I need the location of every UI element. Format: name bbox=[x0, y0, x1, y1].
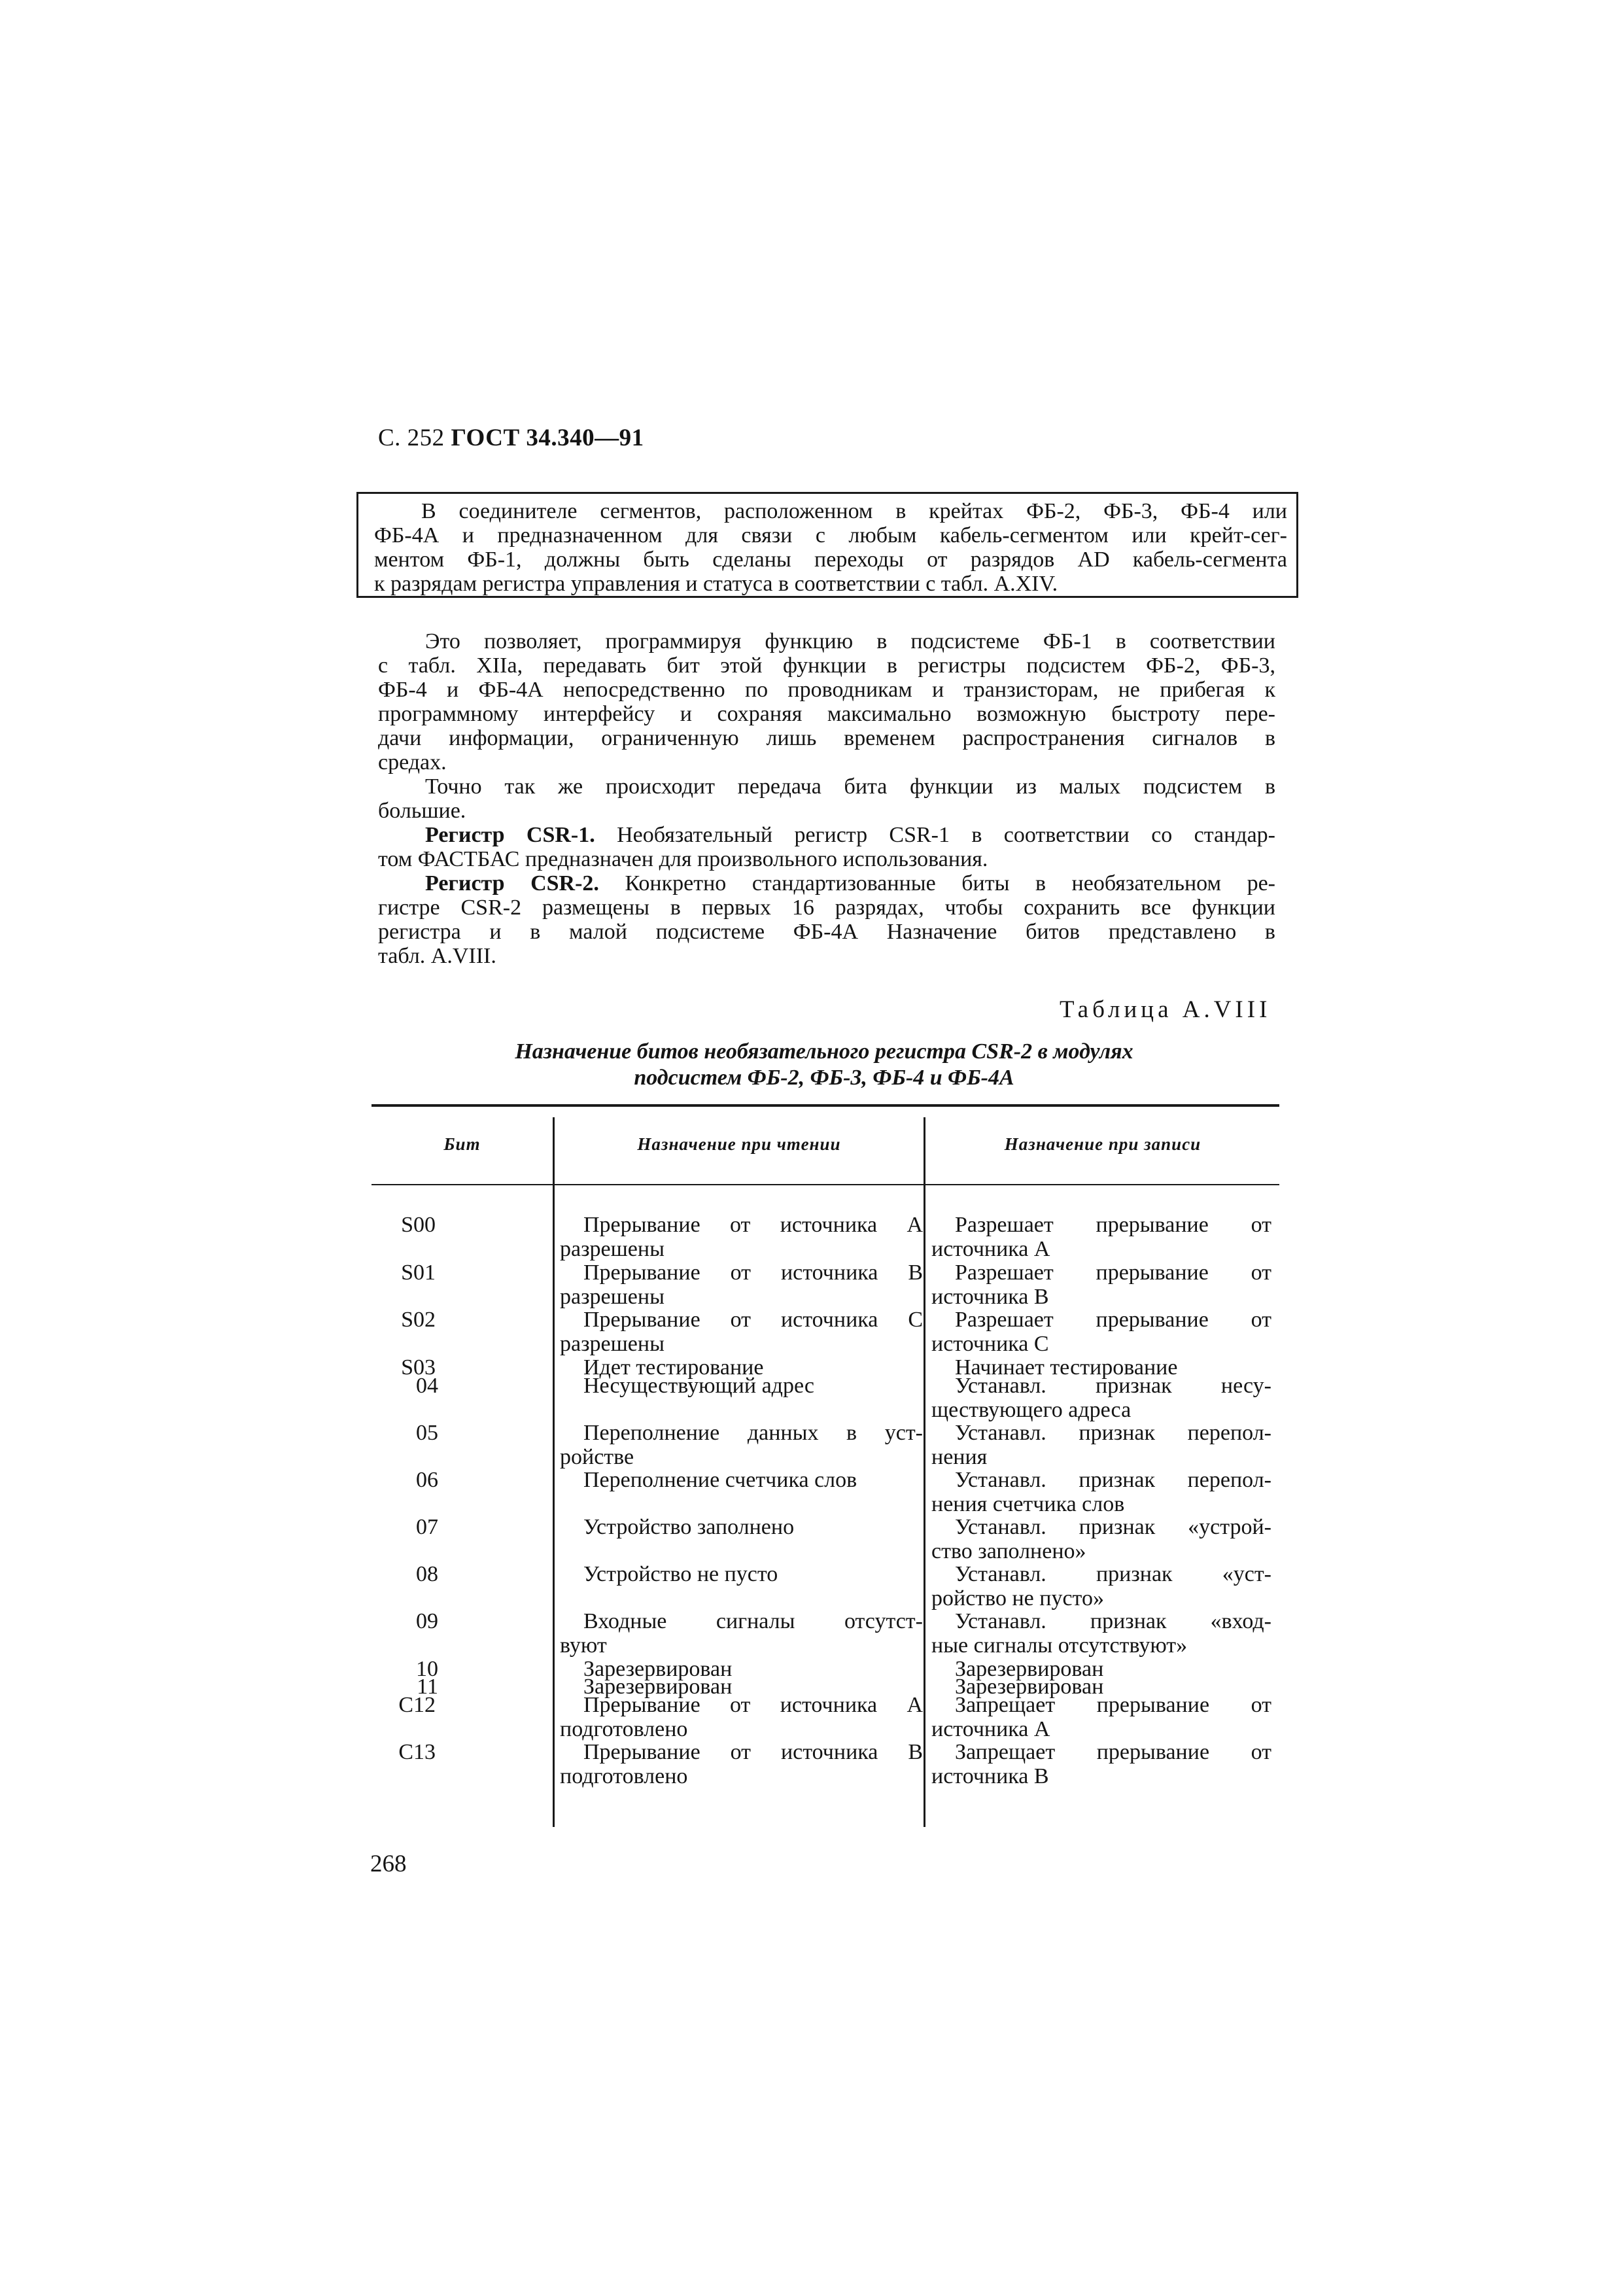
boxed-note-line: ментом ФБ-1, должны быть сделаны переходы от разрядов AD кабель-сегмента bbox=[374, 548, 1287, 572]
boxed-note bbox=[356, 492, 1298, 598]
write-line: Устанавл. признак «вход- bbox=[955, 1609, 1271, 1633]
bit-cell: S02 bbox=[401, 1308, 436, 1332]
write-line: ществующего адреса bbox=[931, 1398, 1132, 1422]
text-line: гистре CSR-2 размещены в первых 16 разрядах, чтобы сохранить все функции bbox=[378, 896, 1275, 920]
read-line: Прерывание от источника С bbox=[583, 1308, 923, 1332]
write-line: источника В bbox=[931, 1285, 1049, 1309]
boxed-note-line: к разрядам регистра управления и статуса в соответствии с табл. А.XIV. bbox=[374, 572, 1058, 596]
bit-cell: 05 bbox=[416, 1421, 438, 1445]
write-line: Разрешает прерывание от bbox=[955, 1308, 1271, 1332]
bit-assignment-table bbox=[371, 1104, 1279, 1824]
text-line: Точно так же происходит передача бита функции из малых подсистем в bbox=[425, 774, 1275, 799]
write-cell bbox=[931, 1740, 1271, 1788]
read-line: Прерывание от источника В bbox=[583, 1261, 923, 1285]
text-line: том ФАСТБАС предназначен для произвольного использования. bbox=[378, 847, 988, 871]
read-line: Устройство не пусто bbox=[583, 1562, 778, 1586]
read-line: Переполнение данных в уст- bbox=[583, 1421, 923, 1445]
bit-cell: S00 bbox=[401, 1213, 436, 1237]
write-line: ройство не пусто» bbox=[931, 1586, 1104, 1610]
write-cell bbox=[931, 1515, 1271, 1563]
text-span: Необязательный регистр CSR-1 в соответствии со стандар- bbox=[595, 823, 1275, 847]
read-line: Переполнение счетчика слов bbox=[583, 1468, 857, 1492]
write-line: Устанавл. признак «устрой- bbox=[955, 1515, 1271, 1539]
bit-cell: 06 bbox=[416, 1468, 438, 1492]
text-line: с табл. XIIа, передавать бит этой функции в регистры подсистем ФБ-2, ФБ-3, bbox=[378, 653, 1275, 678]
read-cell bbox=[560, 1693, 923, 1741]
text-line bbox=[378, 871, 1275, 896]
bit-cell: 07 bbox=[416, 1515, 438, 1539]
text-span: Конкретно стандартизованные биты в необязательном ре- bbox=[598, 871, 1275, 896]
boxed-note-line: ФБ-4А и предназначенном для связи с любым кабель-сегментом или крейт-сег- bbox=[374, 523, 1287, 548]
write-line: Разрешает прерывание от bbox=[955, 1213, 1271, 1237]
write-line: Устанавл. признак «уст- bbox=[955, 1562, 1271, 1586]
column-divider bbox=[553, 1117, 555, 1827]
read-cell bbox=[560, 1421, 923, 1469]
read-line: Прерывание от источника А bbox=[583, 1693, 923, 1717]
text-line: табл. А.VIII. bbox=[378, 944, 496, 968]
paragraph-1 bbox=[378, 629, 1275, 774]
write-cell bbox=[931, 1308, 1271, 1356]
read-cell bbox=[560, 1609, 923, 1658]
write-line: Запрещает прерывание от bbox=[955, 1693, 1271, 1717]
bit-cell: 10 bbox=[416, 1657, 438, 1681]
read-line: Прерывание от источника В bbox=[583, 1740, 923, 1764]
page-ref: С. 252 bbox=[378, 425, 445, 451]
write-line: нения bbox=[931, 1445, 988, 1469]
write-line: Разрешает прерывание от bbox=[955, 1261, 1271, 1285]
read-line: подготовлено bbox=[560, 1764, 688, 1788]
read-line: Зарезервирован bbox=[583, 1657, 733, 1681]
bit-cell: C12 bbox=[398, 1693, 436, 1717]
read-line: Устройство заполнено bbox=[583, 1515, 795, 1539]
read-cell bbox=[560, 1562, 923, 1586]
write-line: нения счетчика слов bbox=[931, 1492, 1125, 1516]
table-header-rule bbox=[371, 1184, 1279, 1185]
write-line: Начинает тестирование bbox=[955, 1355, 1178, 1380]
column-divider bbox=[924, 1117, 925, 1827]
read-line: Входные сигналы отсутст- bbox=[583, 1609, 923, 1633]
text-line: Это позволяет, программируя функцию в подсистеме ФБ-1 в соответствии bbox=[425, 629, 1275, 653]
write-line: Запрещает прерывание от bbox=[955, 1740, 1271, 1764]
text-line: регистра и в малой подсистеме ФБ-4А Назначение битов представлено в bbox=[378, 920, 1275, 944]
header-read: Назначение при чтении bbox=[637, 1134, 841, 1154]
write-cell bbox=[931, 1609, 1271, 1658]
bit-cell: 09 bbox=[416, 1609, 438, 1633]
bit-cell: S01 bbox=[401, 1261, 436, 1285]
write-cell bbox=[931, 1374, 1271, 1422]
write-line: Устанавл. признак перепол- bbox=[955, 1468, 1271, 1492]
header-write: Назначение при записи bbox=[1004, 1134, 1201, 1154]
write-line: ство заполнено» bbox=[931, 1539, 1086, 1563]
read-line: разрешены bbox=[560, 1237, 665, 1261]
read-line: вуют bbox=[560, 1633, 607, 1658]
write-cell bbox=[931, 1468, 1271, 1516]
read-line: Прерывание от источника А bbox=[583, 1213, 923, 1237]
read-cell bbox=[560, 1740, 923, 1788]
write-cell bbox=[931, 1213, 1271, 1261]
write-cell bbox=[931, 1261, 1271, 1309]
paragraph-2 bbox=[378, 774, 1275, 823]
page-header bbox=[378, 424, 644, 452]
write-cell bbox=[931, 1693, 1271, 1741]
text-line: средах. bbox=[378, 750, 447, 774]
register-name: Регистр CSR-1. bbox=[425, 823, 595, 847]
caption-line: подсистем ФБ-2, ФБ-3, ФБ-4 и ФБ-4А bbox=[634, 1066, 1014, 1090]
table-label: Таблица А.VIII bbox=[1060, 996, 1271, 1023]
write-line: Зарезервирован bbox=[955, 1657, 1104, 1681]
boxed-note-line: В соединителе сегментов, расположенном в крейтах ФБ-2, ФБ-3, ФБ-4 или bbox=[421, 499, 1287, 523]
read-cell bbox=[560, 1515, 923, 1539]
read-line: Идет тестирование bbox=[583, 1355, 764, 1380]
write-line: Зарезервирован bbox=[955, 1675, 1104, 1699]
read-line: Несуществующий адрес bbox=[583, 1374, 814, 1398]
text-line bbox=[378, 823, 1275, 847]
write-cell bbox=[931, 1562, 1271, 1610]
write-line: источника А bbox=[931, 1237, 1050, 1261]
read-line: Зарезервирован bbox=[583, 1675, 733, 1699]
bit-cell: 11 bbox=[417, 1675, 438, 1699]
paragraph-3 bbox=[378, 823, 1275, 871]
paragraph-4 bbox=[378, 871, 1275, 968]
table-caption bbox=[458, 1039, 1190, 1091]
register-name: Регистр CSR-2. bbox=[425, 871, 599, 896]
body-text bbox=[378, 629, 1275, 968]
standard-id: ГОСТ 34.340—91 bbox=[451, 425, 644, 451]
read-line: разрешены bbox=[560, 1285, 665, 1309]
text-line: большие. bbox=[378, 799, 466, 823]
bit-cell: 04 bbox=[416, 1374, 438, 1398]
bit-cell: S03 bbox=[401, 1355, 436, 1380]
page-number: 268 bbox=[370, 1851, 407, 1877]
read-cell bbox=[560, 1308, 923, 1356]
read-line: ройстве bbox=[560, 1445, 634, 1469]
write-line: Устанавл. признак несу- bbox=[955, 1374, 1271, 1398]
write-line: ные сигналы отсутствуют» bbox=[931, 1633, 1188, 1658]
caption-line: Назначение битов необязательного регистра CSR-2 в модулях bbox=[515, 1039, 1133, 1064]
write-cell bbox=[931, 1421, 1271, 1469]
bit-cell: C13 bbox=[398, 1740, 436, 1764]
text-line: программному интерфейсу и сохраняя максимально возможную быстроту пере- bbox=[378, 702, 1275, 726]
header-bit: Бит bbox=[443, 1134, 481, 1154]
table-top-rule bbox=[371, 1104, 1279, 1107]
read-cell bbox=[560, 1261, 923, 1309]
read-cell bbox=[560, 1213, 923, 1261]
write-line: источника С bbox=[931, 1332, 1049, 1356]
read-line: разрешены bbox=[560, 1332, 665, 1356]
text-line: ФБ-4 и ФБ-4А непосредственно по проводникам и транзисторам, не прибегая к bbox=[378, 678, 1275, 702]
bit-cell: 08 bbox=[416, 1562, 438, 1586]
write-line: источника В bbox=[931, 1764, 1049, 1788]
text-line: дачи информации, ограниченную лишь временем распространения сигналов в bbox=[378, 726, 1275, 750]
read-cell bbox=[560, 1468, 923, 1492]
write-line: источника А bbox=[931, 1717, 1050, 1741]
read-line: подготовлено bbox=[560, 1717, 688, 1741]
write-line: Устанавл. признак перепол- bbox=[955, 1421, 1271, 1445]
read-cell bbox=[560, 1374, 923, 1398]
